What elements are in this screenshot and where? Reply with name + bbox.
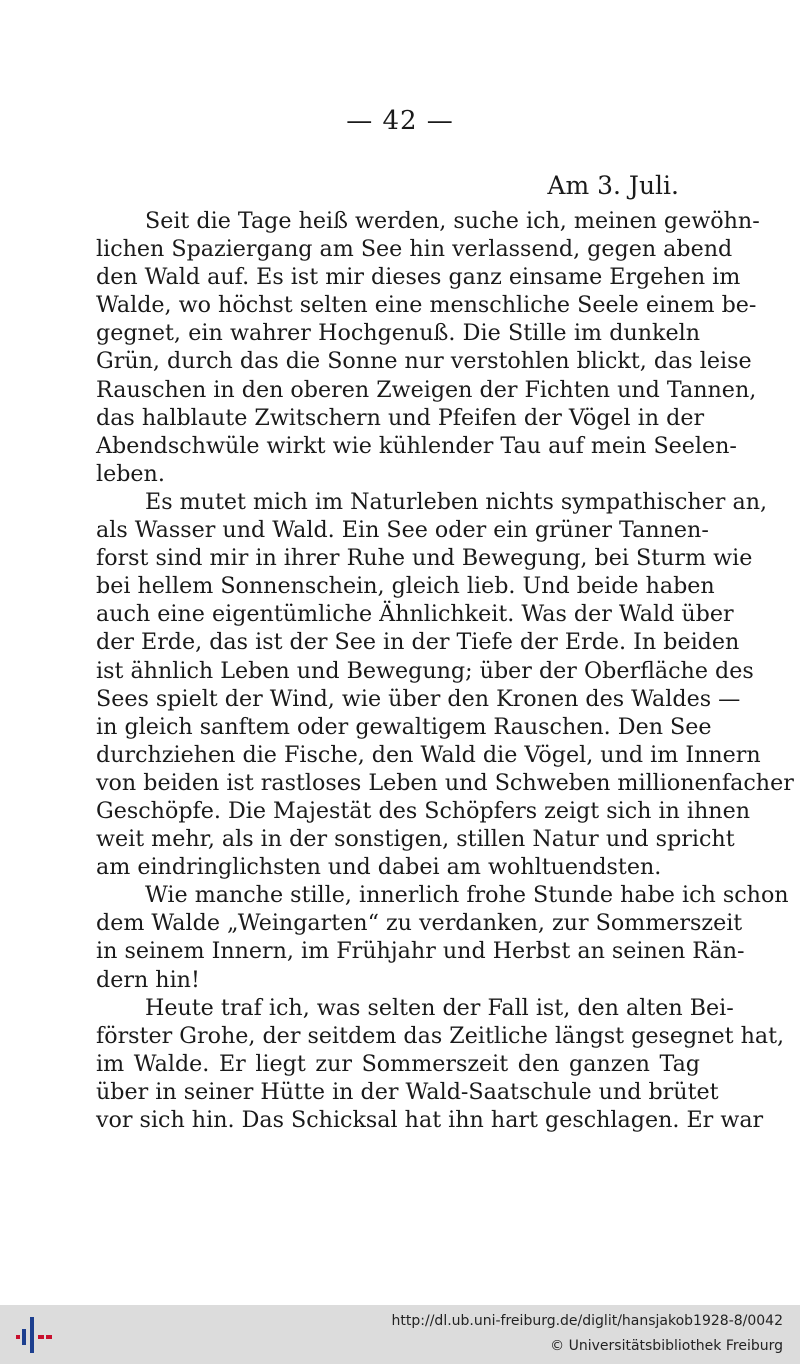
text-line: in seinem Innern, im Frühjahr und Herbst an seinen Rän- xyxy=(96,938,745,965)
text-line: als Wasser und Wald. Ein See oder ein grüner Tannen- xyxy=(96,517,709,544)
text-line: Es mutet mich im Naturleben nichts sympathischer an, xyxy=(145,488,768,515)
text-line: in gleich sanftem oder gewaltigem Rauschen. Den See xyxy=(96,713,712,740)
text-line: durchziehen die Fische, den Wald die Vögel, und im Innern xyxy=(96,741,761,768)
text-line: dern hin! xyxy=(96,966,200,993)
text-line: Abendschwüle wirkt wie kühlender Tau auf mein Seelen- xyxy=(96,432,737,459)
text-line: Geschöpfe. Die Majestät des Schöpfers zeigt sich in ihnen xyxy=(96,797,751,824)
text-line: forst sind mir in ihrer Ruhe und Bewegung, bei Sturm wie xyxy=(96,545,753,572)
text-line: der Erde, das ist der See in der Tiefe der Erde. In beiden xyxy=(96,629,740,656)
text-line: leben. xyxy=(96,460,165,487)
text-line: Seit die Tage heiß werden, suche ich, meinen gewöhn- xyxy=(145,208,760,234)
text-line: über in seiner Hütte in der Wald-Saatschule und brütet xyxy=(96,1078,719,1105)
text-line: bei hellem Sonnenschein, gleich lieb. Und beide haben xyxy=(96,573,715,600)
date-line: Am 3. Juli. xyxy=(547,171,679,200)
source-url-link[interactable]: http://dl.ub.uni-freiburg.de/diglit/hansjakob1928-8/0042 xyxy=(391,1313,783,1329)
text-line: von beiden ist rastloses Leben und Schweben millionenfacher xyxy=(96,769,794,796)
text-line: ist ähnlich Leben und Bewegung; über der Oberfläche des xyxy=(96,657,754,684)
text-line: Walde, wo höchst selten eine menschliche Seele einem be- xyxy=(96,292,757,319)
text-line: im Walde. Er liegt zur Sommerszeit den ganzen Tag xyxy=(96,1050,700,1077)
text-line: lichen Spaziergang am See hin verlassend, gegen abend xyxy=(96,236,733,263)
text-line: Grün, durch das die Sonne nur verstohlen blickt, das leise xyxy=(96,348,752,375)
footer-bar xyxy=(0,1305,800,1364)
text-line: Heute traf ich, was selten der Fall ist, den alten Bei- xyxy=(145,994,734,1021)
copyright-text: © Universitätsbibliothek Freiburg xyxy=(550,1338,783,1354)
text-line: gegnet, ein wahrer Hochgenuß. Die Stille im dunkeln xyxy=(96,320,700,347)
text-line: am eindringlichsten und dabei am wohltuendsten. xyxy=(96,854,662,881)
page-header: — 42 — xyxy=(346,106,454,136)
text-line: vor sich hin. Das Schicksal hat ihn hart geschlagen. Er war xyxy=(96,1107,764,1133)
text-line: Wie manche stille, innerlich frohe Stunde habe ich schon xyxy=(145,882,789,909)
text-line: Rauschen in den oberen Zweigen der Fichten und Tannen, xyxy=(96,376,757,403)
body-text xyxy=(96,207,794,1134)
text-line: das halblaute Zwitschern und Pfeifen der Vögel in der xyxy=(96,404,705,431)
ub-freiburg-logo-icon[interactable] xyxy=(14,1315,54,1355)
text-line: dem Walde „Weingarten“ zu verdanken, zur Sommerszeit xyxy=(96,910,743,937)
text-line: weit mehr, als in der sonstigen, stillen Natur und spricht xyxy=(96,826,735,853)
text-line: Sees spielt der Wind, wie über den Kronen des Waldes — xyxy=(96,685,741,712)
text-line: den Wald auf. Es ist mir dieses ganz einsame Ergehen im xyxy=(96,264,741,291)
text-line: förster Grohe, der seitdem das Zeitliche längst gesegnet hat, xyxy=(96,1022,785,1049)
text-line: auch eine eigentümliche Ähnlichkeit. Was der Wald über xyxy=(96,601,734,628)
